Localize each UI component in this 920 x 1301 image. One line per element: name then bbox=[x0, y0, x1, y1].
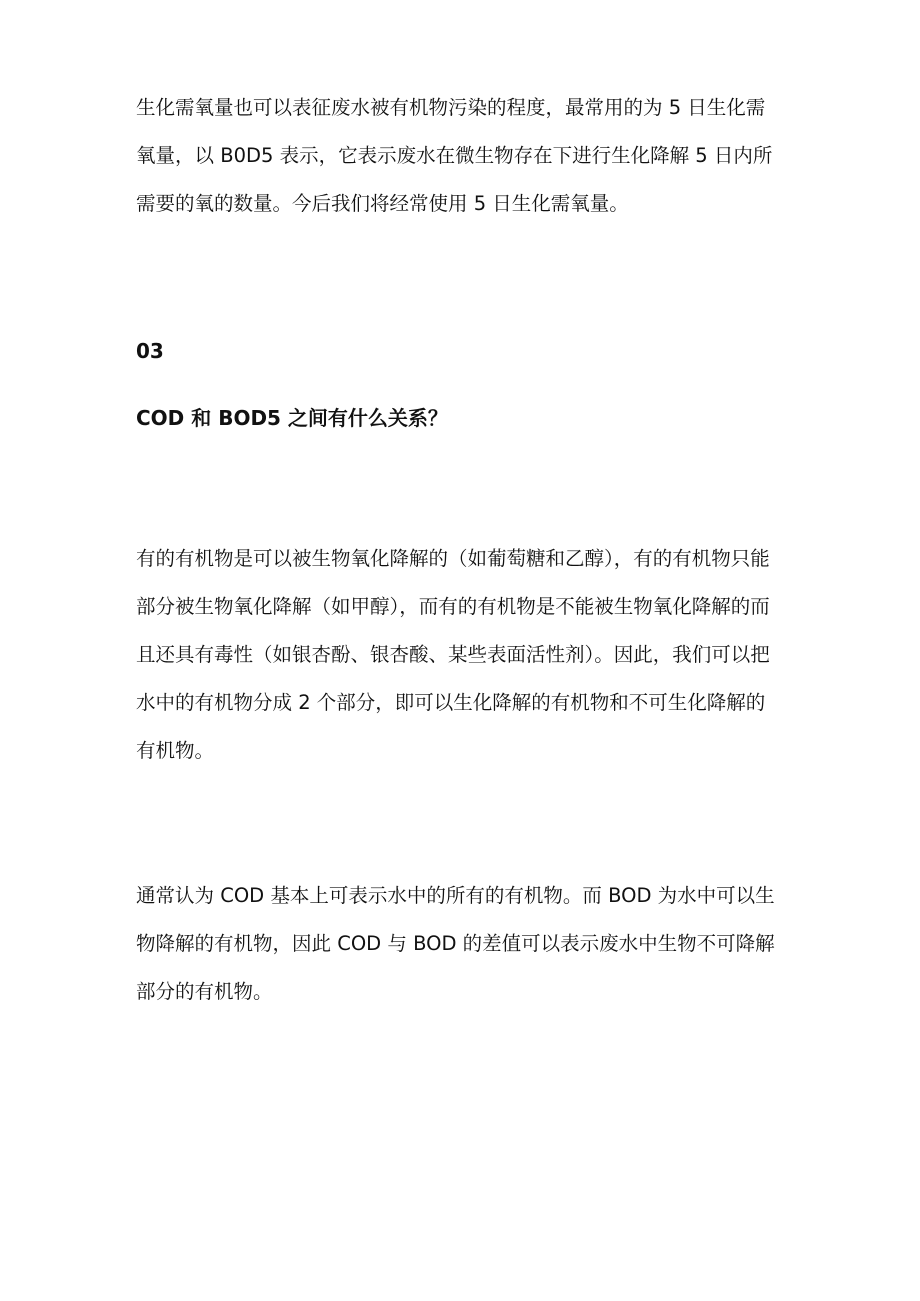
section-title: COD 和 BOD5 之间有什么关系？ bbox=[136, 406, 448, 430]
text-line: 生化需氧量也可以表征废水被有机物污染的程度，最常用的为 5 日生化需 bbox=[136, 96, 766, 119]
text-line: 物降解的有机物，因此 COD 与 BOD 的差值可以表示废水中生物不可降解 bbox=[136, 932, 775, 955]
text-line: 水中的有机物分成 2 个部分，即可以生化降解的有机物和不可生化降解的 bbox=[136, 691, 766, 714]
text-line: 氧量，以 B0D5 表示，它表示废水在微生物存在下进行生化降解 5 日内所 bbox=[136, 144, 773, 167]
text-line: 有的有机物是可以被生物氧化降解的（如葡萄糖和乙醇），有的有机物只能 bbox=[136, 547, 770, 570]
text-line: 部分被生物氧化降解（如甲醇），而有的有机物是不能被生物氧化降解的而 bbox=[136, 595, 770, 618]
section-number: 03 bbox=[136, 339, 164, 363]
paragraph-bod5-definition bbox=[136, 84, 796, 228]
text-line: 且还具有毒性（如银杏酚、银杏酸、某些表面活性剂）。因此，我们可以把 bbox=[136, 643, 770, 666]
text-line: 部分的有机物。 bbox=[136, 980, 273, 1003]
paragraph-cod-bod-relation bbox=[136, 872, 796, 1016]
text-line: 通常认为 COD 基本上可表示水中的所有的有机物。而 BOD 为水中可以生 bbox=[136, 884, 775, 907]
text-line: 需要的氧的数量。今后我们将经常使用 5 日生化需氧量。 bbox=[136, 192, 629, 215]
paragraph-organic-matter-types bbox=[136, 535, 796, 775]
text-line: 有机物。 bbox=[136, 739, 215, 762]
